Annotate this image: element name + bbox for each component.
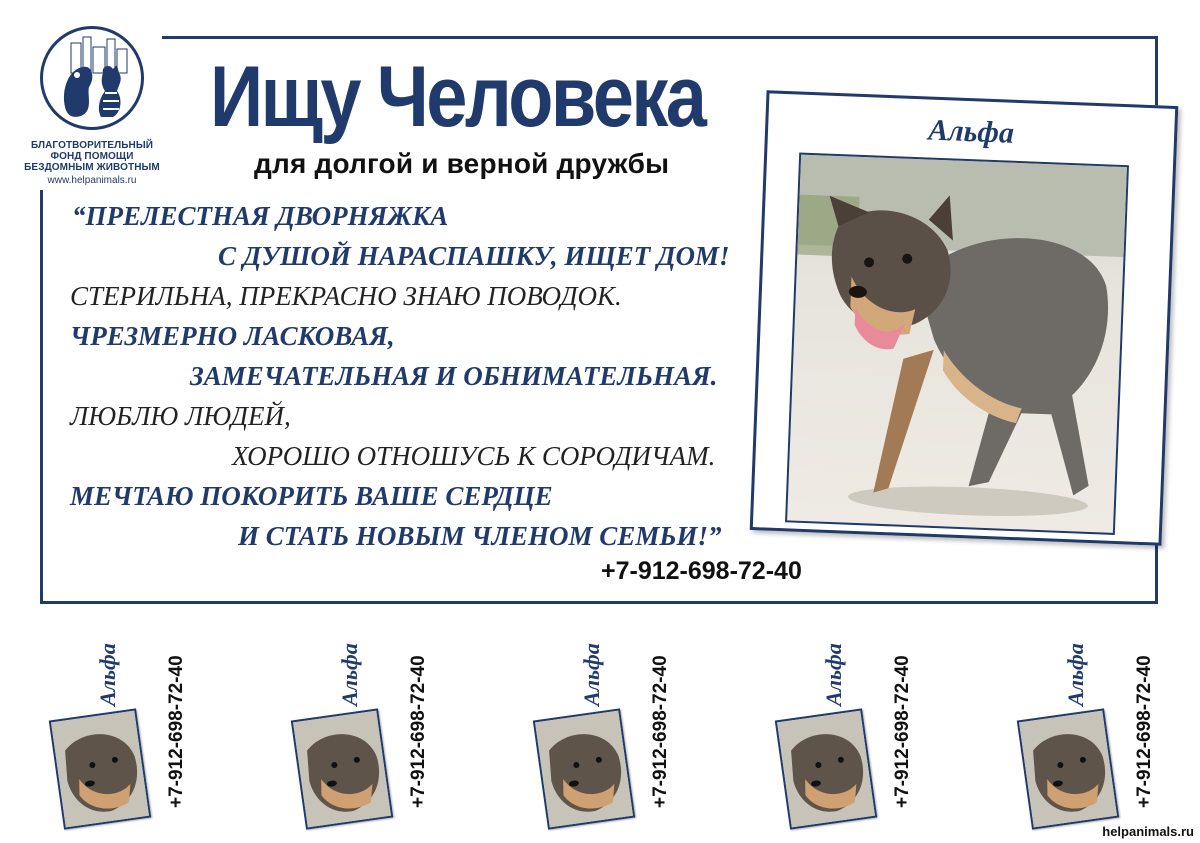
- tab-phone: +7-912-698-72-40: [892, 655, 913, 808]
- tab-dog-photo: [775, 708, 877, 829]
- description-line: ХОРОШО ОТНОШУСЬ К СОРОДИЧАМ.: [232, 441, 716, 471]
- tab-pet-name: Альфа: [337, 643, 362, 706]
- page-title: Ищу Человека: [210, 49, 705, 145]
- tab-pet-name: Альфа: [95, 643, 120, 706]
- description-line: ЗАМЕЧАТЕЛЬНАЯ И ОБНИМАТЕЛЬНАЯ.: [190, 361, 718, 391]
- tab-dog-photo: [1017, 708, 1119, 829]
- contact-phone[interactable]: +7-912-698-72-40: [601, 557, 802, 585]
- description-line: ЛЮБЛЮ ЛЮДЕЙ,: [70, 401, 291, 431]
- description-line: СТЕРИЛЬНА, ПРЕКРАСНО ЗНАЮ ПОВОДОК.: [70, 281, 622, 311]
- foundation-logo: [22, 22, 162, 190]
- tear-off-tab[interactable]: [242, 610, 484, 843]
- logo-emblem-icon: [40, 26, 144, 130]
- logo-org-line1: БЛАГОТВОРИТЕЛЬНЫЙ: [30, 140, 154, 151]
- tear-off-tab[interactable]: [726, 610, 968, 843]
- description-line: С ДУШОЙ НАРАСПАШКУ, ИЩЕТ ДОМ!: [218, 241, 730, 271]
- pet-name: Альфа: [927, 113, 1015, 150]
- tear-off-tabs: [0, 610, 1200, 843]
- tab-dog-photo: [533, 708, 635, 829]
- pet-photo-card: [750, 90, 1179, 545]
- logo-org-name: [22, 140, 162, 173]
- tab-phone: +7-912-698-72-40: [166, 655, 187, 808]
- dog-photo: [785, 153, 1129, 535]
- tab-phone: +7-912-698-72-40: [408, 655, 429, 808]
- logo-org-line3: БЕЗДОМНЫМ ЖИВОТНЫМ: [24, 162, 160, 173]
- logo-org-line2: ФОНД ПОМОЩИ: [50, 151, 134, 162]
- footer-site-url[interactable]: helpanimals.ru: [1102, 824, 1194, 839]
- poster-frame-bottom: [40, 601, 1158, 604]
- tear-off-tab[interactable]: [968, 610, 1200, 843]
- tab-pet-name: Альфа: [1063, 643, 1088, 706]
- tab-phone: +7-912-698-72-40: [650, 655, 671, 808]
- tear-off-tab[interactable]: [484, 610, 726, 843]
- logo-url[interactable]: www.helpanimals.ru: [47, 175, 137, 186]
- tab-phone: +7-912-698-72-40: [1134, 655, 1155, 808]
- tab-dog-photo: [291, 708, 393, 829]
- tab-dog-photo: [49, 708, 151, 829]
- description-line: ЧРЕЗМЕРНО ЛАСКОВАЯ,: [70, 321, 395, 351]
- description-line: МЕЧТАЮ ПОКОРИТЬ ВАШЕ СЕРДЦЕ: [70, 481, 553, 511]
- description-line: “ПРЕЛЕСТНАЯ ДВОРНЯЖКА: [72, 201, 449, 231]
- tab-pet-name: Альфа: [821, 643, 846, 706]
- description-line: И СТАТЬ НОВЫМ ЧЛЕНОМ СЕМЬИ!”: [238, 521, 722, 551]
- tear-off-tab[interactable]: [0, 610, 242, 843]
- tab-pet-name: Альфа: [579, 643, 604, 706]
- page-subtitle: для долгой и верной дружбы: [254, 148, 670, 179]
